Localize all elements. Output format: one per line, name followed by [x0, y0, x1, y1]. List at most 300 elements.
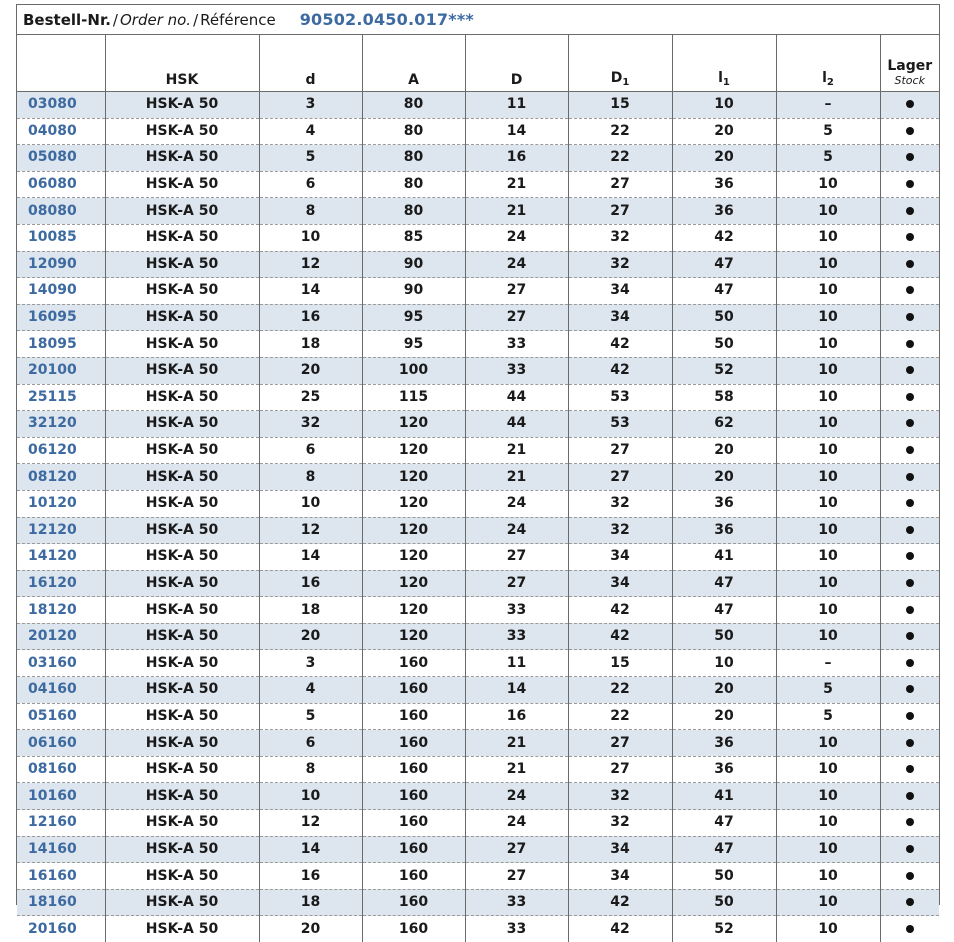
- col-header-D1: [568, 35, 672, 92]
- stock-dot-icon: [906, 446, 914, 454]
- cell-ref: 14160: [17, 836, 105, 863]
- table-row: [17, 437, 939, 464]
- cell-D1: 27: [568, 171, 672, 198]
- cell-A: 160: [362, 783, 465, 810]
- cell-hsk: HSK-A 50: [105, 597, 259, 624]
- cell-l2: 10: [776, 836, 880, 863]
- table-row: [17, 889, 939, 916]
- cell-stock: [880, 437, 939, 464]
- stock-dot-icon: [906, 366, 914, 374]
- cell-D: 14: [465, 677, 568, 704]
- cell-ref: 20160: [17, 916, 105, 942]
- cell-stock: [880, 703, 939, 730]
- cell-l1: 47: [672, 810, 776, 837]
- cell-ref: 20100: [17, 357, 105, 384]
- cell-A: 80: [362, 92, 465, 119]
- cell-l2: 10: [776, 437, 880, 464]
- col-header-A: A: [362, 35, 465, 92]
- cell-D1: 34: [568, 544, 672, 571]
- cell-l1: 10: [672, 650, 776, 677]
- cell-D1: 42: [568, 623, 672, 650]
- cell-l2: 10: [776, 331, 880, 358]
- cell-l2: 10: [776, 171, 880, 198]
- cell-D1: 32: [568, 783, 672, 810]
- table-row: [17, 145, 939, 172]
- cell-hsk: HSK-A 50: [105, 464, 259, 491]
- cell-l2: 10: [776, 570, 880, 597]
- cell-l2: 10: [776, 783, 880, 810]
- cell-l2: 5: [776, 145, 880, 172]
- cell-D: 44: [465, 411, 568, 438]
- cell-l2: –: [776, 92, 880, 119]
- cell-D: 24: [465, 810, 568, 837]
- cell-stock: [880, 623, 939, 650]
- table-row: [17, 597, 939, 624]
- cell-D1: 32: [568, 224, 672, 251]
- cell-D1: 53: [568, 384, 672, 411]
- cell-d: 8: [259, 198, 362, 225]
- table-row: [17, 464, 939, 491]
- cell-ref: 32120: [17, 411, 105, 438]
- cell-hsk: HSK-A 50: [105, 304, 259, 331]
- cell-D1: 34: [568, 863, 672, 890]
- cell-ref: 06160: [17, 730, 105, 757]
- cell-D: 11: [465, 92, 568, 119]
- cell-ref: 14090: [17, 278, 105, 305]
- cell-hsk: HSK-A 50: [105, 251, 259, 278]
- cell-d: 18: [259, 597, 362, 624]
- cell-hsk: HSK-A 50: [105, 730, 259, 757]
- cell-d: 10: [259, 490, 362, 517]
- cell-hsk: HSK-A 50: [105, 756, 259, 783]
- cell-ref: 18095: [17, 331, 105, 358]
- cell-l2: 10: [776, 544, 880, 571]
- cell-d: 12: [259, 810, 362, 837]
- stock-dot-icon: [906, 925, 914, 933]
- cell-l1: 36: [672, 171, 776, 198]
- cell-l1: 52: [672, 916, 776, 942]
- cell-hsk: HSK-A 50: [105, 171, 259, 198]
- table-row: [17, 118, 939, 145]
- cell-l1: 50: [672, 863, 776, 890]
- cell-stock: [880, 171, 939, 198]
- cell-hsk: HSK-A 50: [105, 889, 259, 916]
- table-row: [17, 703, 939, 730]
- spec-table-frame: [16, 4, 940, 905]
- cell-l1: 36: [672, 490, 776, 517]
- cell-hsk: HSK-A 50: [105, 437, 259, 464]
- cell-l2: 10: [776, 810, 880, 837]
- cell-hsk: HSK-A 50: [105, 411, 259, 438]
- cell-stock: [880, 304, 939, 331]
- cell-d: 4: [259, 118, 362, 145]
- table-row: [17, 224, 939, 251]
- cell-l2: 10: [776, 597, 880, 624]
- cell-d: 18: [259, 889, 362, 916]
- cell-D: 27: [465, 304, 568, 331]
- col-header-l2: [776, 35, 880, 92]
- cell-hsk: HSK-A 50: [105, 863, 259, 890]
- cell-hsk: HSK-A 50: [105, 331, 259, 358]
- table-row: [17, 916, 939, 942]
- cell-d: 6: [259, 171, 362, 198]
- cell-ref: 10085: [17, 224, 105, 251]
- cell-stock: [880, 810, 939, 837]
- cell-D1: 42: [568, 331, 672, 358]
- cell-A: 80: [362, 171, 465, 198]
- cell-D: 14: [465, 118, 568, 145]
- cell-D: 16: [465, 703, 568, 730]
- stock-dot-icon: [906, 685, 914, 693]
- cell-D: 27: [465, 863, 568, 890]
- cell-ref: 05080: [17, 145, 105, 172]
- table-row: [17, 92, 939, 119]
- table-row: [17, 677, 939, 704]
- cell-l2: 10: [776, 198, 880, 225]
- cell-D: 21: [465, 730, 568, 757]
- cell-l1: 36: [672, 517, 776, 544]
- cell-l1: 36: [672, 730, 776, 757]
- cell-D: 33: [465, 916, 568, 942]
- cell-l1: 42: [672, 224, 776, 251]
- cell-l2: 10: [776, 278, 880, 305]
- cell-l2: 10: [776, 464, 880, 491]
- table-row: [17, 650, 939, 677]
- stock-dot-icon: [906, 552, 914, 560]
- cell-hsk: HSK-A 50: [105, 650, 259, 677]
- cell-l1: 36: [672, 198, 776, 225]
- cell-d: 10: [259, 224, 362, 251]
- cell-A: 160: [362, 703, 465, 730]
- cell-D: 27: [465, 544, 568, 571]
- cell-hsk: HSK-A 50: [105, 92, 259, 119]
- cell-ref: 08160: [17, 756, 105, 783]
- cell-hsk: HSK-A 50: [105, 836, 259, 863]
- cell-D: 33: [465, 357, 568, 384]
- cell-ref: 08080: [17, 198, 105, 225]
- cell-A: 160: [362, 863, 465, 890]
- cell-l2: 10: [776, 411, 880, 438]
- table-row: [17, 863, 939, 890]
- cell-ref: 04160: [17, 677, 105, 704]
- table-row: [17, 490, 939, 517]
- table-row: [17, 278, 939, 305]
- cell-d: 32: [259, 411, 362, 438]
- cell-d: 4: [259, 677, 362, 704]
- cell-D: 44: [465, 384, 568, 411]
- table-row: [17, 304, 939, 331]
- stock-dot-icon: [906, 260, 914, 268]
- cell-d: 16: [259, 863, 362, 890]
- cell-stock: [880, 145, 939, 172]
- cell-D1: 42: [568, 889, 672, 916]
- cell-l1: 58: [672, 384, 776, 411]
- cell-ref: 25115: [17, 384, 105, 411]
- col-header-l1: [672, 35, 776, 92]
- cell-D: 21: [465, 437, 568, 464]
- cell-d: 25: [259, 384, 362, 411]
- cell-A: 160: [362, 650, 465, 677]
- table-row: [17, 198, 939, 225]
- cell-stock: [880, 92, 939, 119]
- col-header-l2-main: l: [822, 70, 827, 86]
- stock-dot-icon: [906, 313, 914, 321]
- cell-stock: [880, 916, 939, 942]
- cell-D: 33: [465, 597, 568, 624]
- cell-D1: 27: [568, 198, 672, 225]
- cell-stock: [880, 517, 939, 544]
- table-row: [17, 756, 939, 783]
- cell-ref: 10120: [17, 490, 105, 517]
- cell-A: 100: [362, 357, 465, 384]
- cell-l2: 10: [776, 623, 880, 650]
- table-body: [17, 92, 939, 942]
- cell-hsk: HSK-A 50: [105, 224, 259, 251]
- cell-l2: 10: [776, 251, 880, 278]
- cell-l1: 47: [672, 278, 776, 305]
- cell-D1: 27: [568, 437, 672, 464]
- order-label-de: Bestell-Nr.: [23, 11, 111, 29]
- cell-D1: 15: [568, 650, 672, 677]
- cell-l1: 50: [672, 304, 776, 331]
- cell-A: 160: [362, 730, 465, 757]
- cell-stock: [880, 863, 939, 890]
- cell-hsk: HSK-A 50: [105, 703, 259, 730]
- cell-A: 160: [362, 889, 465, 916]
- cell-A: 120: [362, 490, 465, 517]
- cell-l1: 20: [672, 145, 776, 172]
- cell-ref: 06080: [17, 171, 105, 198]
- col-header-l1-main: l: [718, 70, 723, 86]
- cell-l1: 52: [672, 357, 776, 384]
- cell-D1: 32: [568, 810, 672, 837]
- cell-D1: 22: [568, 703, 672, 730]
- stock-dot-icon: [906, 606, 914, 614]
- stock-dot-icon: [906, 393, 914, 401]
- stock-dot-icon: [906, 872, 914, 880]
- cell-stock: [880, 756, 939, 783]
- cell-D1: 15: [568, 92, 672, 119]
- cell-d: 20: [259, 623, 362, 650]
- cell-l1: 41: [672, 783, 776, 810]
- cell-D1: 22: [568, 145, 672, 172]
- stock-dot-icon: [906, 286, 914, 294]
- cell-d: 12: [259, 517, 362, 544]
- cell-l2: 10: [776, 863, 880, 890]
- cell-ref: 03080: [17, 92, 105, 119]
- col-header-l2-sub: 2: [827, 77, 834, 88]
- cell-hsk: HSK-A 50: [105, 357, 259, 384]
- col-header-D1-sub: 1: [622, 77, 629, 88]
- order-label-separator: /: [191, 11, 200, 29]
- table-row: [17, 730, 939, 757]
- cell-hsk: HSK-A 50: [105, 145, 259, 172]
- cell-D: 24: [465, 783, 568, 810]
- stock-dot-icon: [906, 127, 914, 135]
- cell-ref: 03160: [17, 650, 105, 677]
- cell-d: 6: [259, 437, 362, 464]
- cell-l1: 50: [672, 889, 776, 916]
- cell-d: 5: [259, 145, 362, 172]
- col-header-stock-en: Stock: [881, 74, 940, 88]
- cell-A: 120: [362, 437, 465, 464]
- stock-dot-icon: [906, 499, 914, 507]
- stock-dot-icon: [906, 659, 914, 667]
- cell-hsk: HSK-A 50: [105, 198, 259, 225]
- table-row: [17, 810, 939, 837]
- cell-D1: 32: [568, 251, 672, 278]
- cell-D: 24: [465, 490, 568, 517]
- cell-D1: 34: [568, 278, 672, 305]
- cell-D: 27: [465, 278, 568, 305]
- table-row: [17, 251, 939, 278]
- cell-stock: [880, 730, 939, 757]
- table-row: [17, 411, 939, 438]
- cell-D1: 42: [568, 916, 672, 942]
- order-label-separator: /: [111, 11, 120, 29]
- cell-l2: 10: [776, 384, 880, 411]
- cell-stock: [880, 464, 939, 491]
- cell-stock: [880, 331, 939, 358]
- cell-stock: [880, 278, 939, 305]
- cell-l2: 10: [776, 304, 880, 331]
- table-row: [17, 331, 939, 358]
- cell-l2: 5: [776, 703, 880, 730]
- cell-d: 14: [259, 544, 362, 571]
- table-row: [17, 357, 939, 384]
- cell-l1: 20: [672, 464, 776, 491]
- col-header-D1-main: D: [611, 70, 623, 86]
- cell-A: 95: [362, 331, 465, 358]
- cell-stock: [880, 836, 939, 863]
- cell-ref: 16120: [17, 570, 105, 597]
- stock-dot-icon: [906, 818, 914, 826]
- table-row: [17, 570, 939, 597]
- stock-dot-icon: [906, 712, 914, 720]
- cell-ref: 20120: [17, 623, 105, 650]
- col-header-stock: [880, 35, 939, 92]
- cell-stock: [880, 198, 939, 225]
- cell-ref: 12120: [17, 517, 105, 544]
- cell-d: 14: [259, 836, 362, 863]
- cell-l2: 10: [776, 517, 880, 544]
- cell-A: 160: [362, 916, 465, 942]
- cell-D: 27: [465, 570, 568, 597]
- cell-A: 80: [362, 118, 465, 145]
- cell-A: 90: [362, 251, 465, 278]
- cell-A: 115: [362, 384, 465, 411]
- col-header-hsk: HSK: [105, 35, 259, 92]
- cell-stock: [880, 411, 939, 438]
- cell-D1: 34: [568, 570, 672, 597]
- cell-A: 160: [362, 677, 465, 704]
- cell-l1: 10: [672, 92, 776, 119]
- cell-D: 24: [465, 251, 568, 278]
- cell-A: 95: [362, 304, 465, 331]
- cell-ref: 16160: [17, 863, 105, 890]
- cell-D: 24: [465, 224, 568, 251]
- cell-ref: 12160: [17, 810, 105, 837]
- cell-stock: [880, 118, 939, 145]
- cell-ref: 18120: [17, 597, 105, 624]
- cell-A: 120: [362, 517, 465, 544]
- cell-l1: 20: [672, 437, 776, 464]
- cell-l2: 10: [776, 756, 880, 783]
- cell-D1: 27: [568, 756, 672, 783]
- cell-A: 160: [362, 756, 465, 783]
- cell-ref: 08120: [17, 464, 105, 491]
- col-header-d: d: [259, 35, 362, 92]
- stock-dot-icon: [906, 845, 914, 853]
- cell-d: 12: [259, 251, 362, 278]
- cell-l2: 10: [776, 916, 880, 942]
- cell-l2: 10: [776, 490, 880, 517]
- cell-D: 33: [465, 331, 568, 358]
- cell-d: 14: [259, 278, 362, 305]
- cell-hsk: HSK-A 50: [105, 384, 259, 411]
- order-label-en: Order no.: [120, 11, 191, 29]
- cell-D1: 27: [568, 464, 672, 491]
- cell-d: 20: [259, 357, 362, 384]
- cell-stock: [880, 677, 939, 704]
- cell-hsk: HSK-A 50: [105, 517, 259, 544]
- cell-d: 3: [259, 92, 362, 119]
- cell-ref: 16095: [17, 304, 105, 331]
- cell-A: 160: [362, 836, 465, 863]
- cell-D: 21: [465, 464, 568, 491]
- stock-dot-icon: [906, 792, 914, 800]
- order-base-code: 90502.0450.017***: [300, 10, 474, 29]
- col-header-ref: [17, 35, 105, 92]
- cell-hsk: HSK-A 50: [105, 118, 259, 145]
- cell-stock: [880, 490, 939, 517]
- cell-stock: [880, 889, 939, 916]
- cell-d: 8: [259, 464, 362, 491]
- cell-hsk: HSK-A 50: [105, 916, 259, 942]
- cell-stock: [880, 544, 939, 571]
- cell-stock: [880, 650, 939, 677]
- cell-d: 5: [259, 703, 362, 730]
- cell-d: 18: [259, 331, 362, 358]
- cell-ref: 14120: [17, 544, 105, 571]
- cell-ref: 10160: [17, 783, 105, 810]
- cell-ref: 05160: [17, 703, 105, 730]
- cell-D: 33: [465, 623, 568, 650]
- cell-d: 10: [259, 783, 362, 810]
- dimension-table: [17, 35, 939, 942]
- cell-D: 27: [465, 836, 568, 863]
- stock-dot-icon: [906, 340, 914, 348]
- cell-stock: [880, 597, 939, 624]
- table-row: [17, 544, 939, 571]
- cell-stock: [880, 357, 939, 384]
- stock-dot-icon: [906, 100, 914, 108]
- cell-D1: 53: [568, 411, 672, 438]
- cell-l2: 5: [776, 677, 880, 704]
- cell-stock: [880, 384, 939, 411]
- cell-ref: 04080: [17, 118, 105, 145]
- cell-l2: 10: [776, 730, 880, 757]
- col-header-D: D: [465, 35, 568, 92]
- stock-dot-icon: [906, 207, 914, 215]
- order-number-header: [17, 5, 939, 35]
- cell-l1: 47: [672, 836, 776, 863]
- cell-D1: 34: [568, 836, 672, 863]
- cell-D: 21: [465, 756, 568, 783]
- stock-dot-icon: [906, 180, 914, 188]
- order-label-fr: Référence: [200, 11, 276, 29]
- cell-stock: [880, 251, 939, 278]
